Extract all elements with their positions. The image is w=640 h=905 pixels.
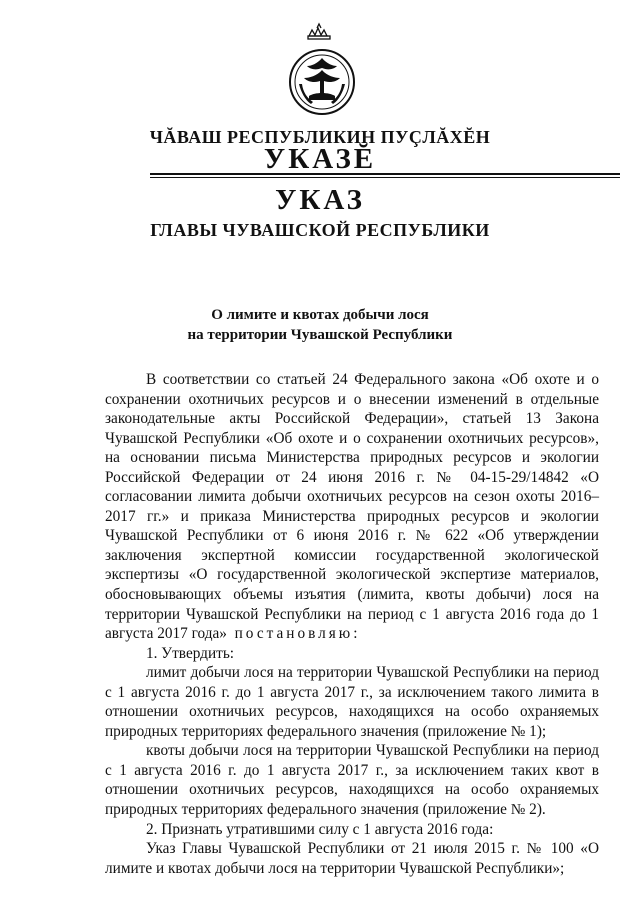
header-divider-thick bbox=[150, 173, 620, 175]
header-divider-thin bbox=[150, 177, 620, 178]
coat-of-arms-icon bbox=[287, 22, 357, 122]
russian-ukaz-title: УКАЗ bbox=[275, 184, 365, 216]
item-2-heading: 2. Признать утратившими силу с 1 августа 2016 года: bbox=[146, 820, 494, 838]
decree-body bbox=[105, 370, 599, 878]
preamble-text: В соответствии со статьей 24 Федерального закона «Об охоте и о сохранении охотничьих ресурсов и о внесении изменений в отдельные законодательные акты Российской Федерации», статьей 13 Закона Чувашской Республики «Об охоте и о сохранении охотничьих ресурсов», на основании письма Министерства природных ресурсов и экологии Российской Федерации от 24 июня 2016 г. № 04-15-29/14842 «О согласовании лимита добычи охотничьих ресурсов на сезон охоты 2016–2017 гг.» и приказа Министерства природных ресурсов и экологии Чувашской Республики от 6 июня 2016 г. № 622 «Об утверждении заключения экспертной комиссии государственной экологической экспертизы «О государственной экологической экспертизе материалов, обосновывающих объемы изъятия (лимита, квоты добычи) лося на территории Чувашской Республики на период с 1 августа 2016 года до 1 августа 2017 года» bbox=[105, 371, 599, 643]
russian-header-line: ГЛАВЫ ЧУВАШСКОЙ РЕСПУБЛИКИ bbox=[150, 220, 490, 240]
document-title-line-2: на территории Чувашской Республики bbox=[187, 327, 453, 343]
decree-verb: постановляю: bbox=[234, 625, 361, 643]
document-title bbox=[0, 305, 640, 345]
document-title-line-1: О лимите и квотах добычи лося bbox=[211, 307, 429, 323]
item-2-repealed-paragraph: Указ Главы Чувашской Республики от 21 июля 2015 г. № 100 «О лимите и квотах добычи лося на территории Чувашской Республики»; bbox=[105, 840, 599, 877]
preamble-paragraph bbox=[105, 370, 599, 644]
item-1-heading: 1. Утвердить: bbox=[146, 644, 235, 662]
chuvash-header-line: ЧĂВАШ РЕСПУБЛИКИН ПУÇЛĂХĔН bbox=[149, 127, 491, 147]
chuvash-ukaze-title: УКАЗĔ bbox=[263, 143, 377, 175]
item-1-quota-paragraph: квоты добычи лося на территории Чувашской Республики на период с 1 августа 2016 г. до 1 августа 2017 г., за исключением таких квот в отношении охотничьих ресурсов, находящихся на особо охраняемых природных территориях федерального значения (приложение № 2). bbox=[105, 742, 599, 819]
item-1-limit-paragraph: лимит добычи лося на территории Чувашской Республики на период с 1 августа 2016 г. до 1 августа 2017 г., за исключением такого лимита в отношении охотничьих ресурсов, находящихся на особо охраняемых природных территориях федерального значения (приложение № 1); bbox=[105, 664, 599, 740]
